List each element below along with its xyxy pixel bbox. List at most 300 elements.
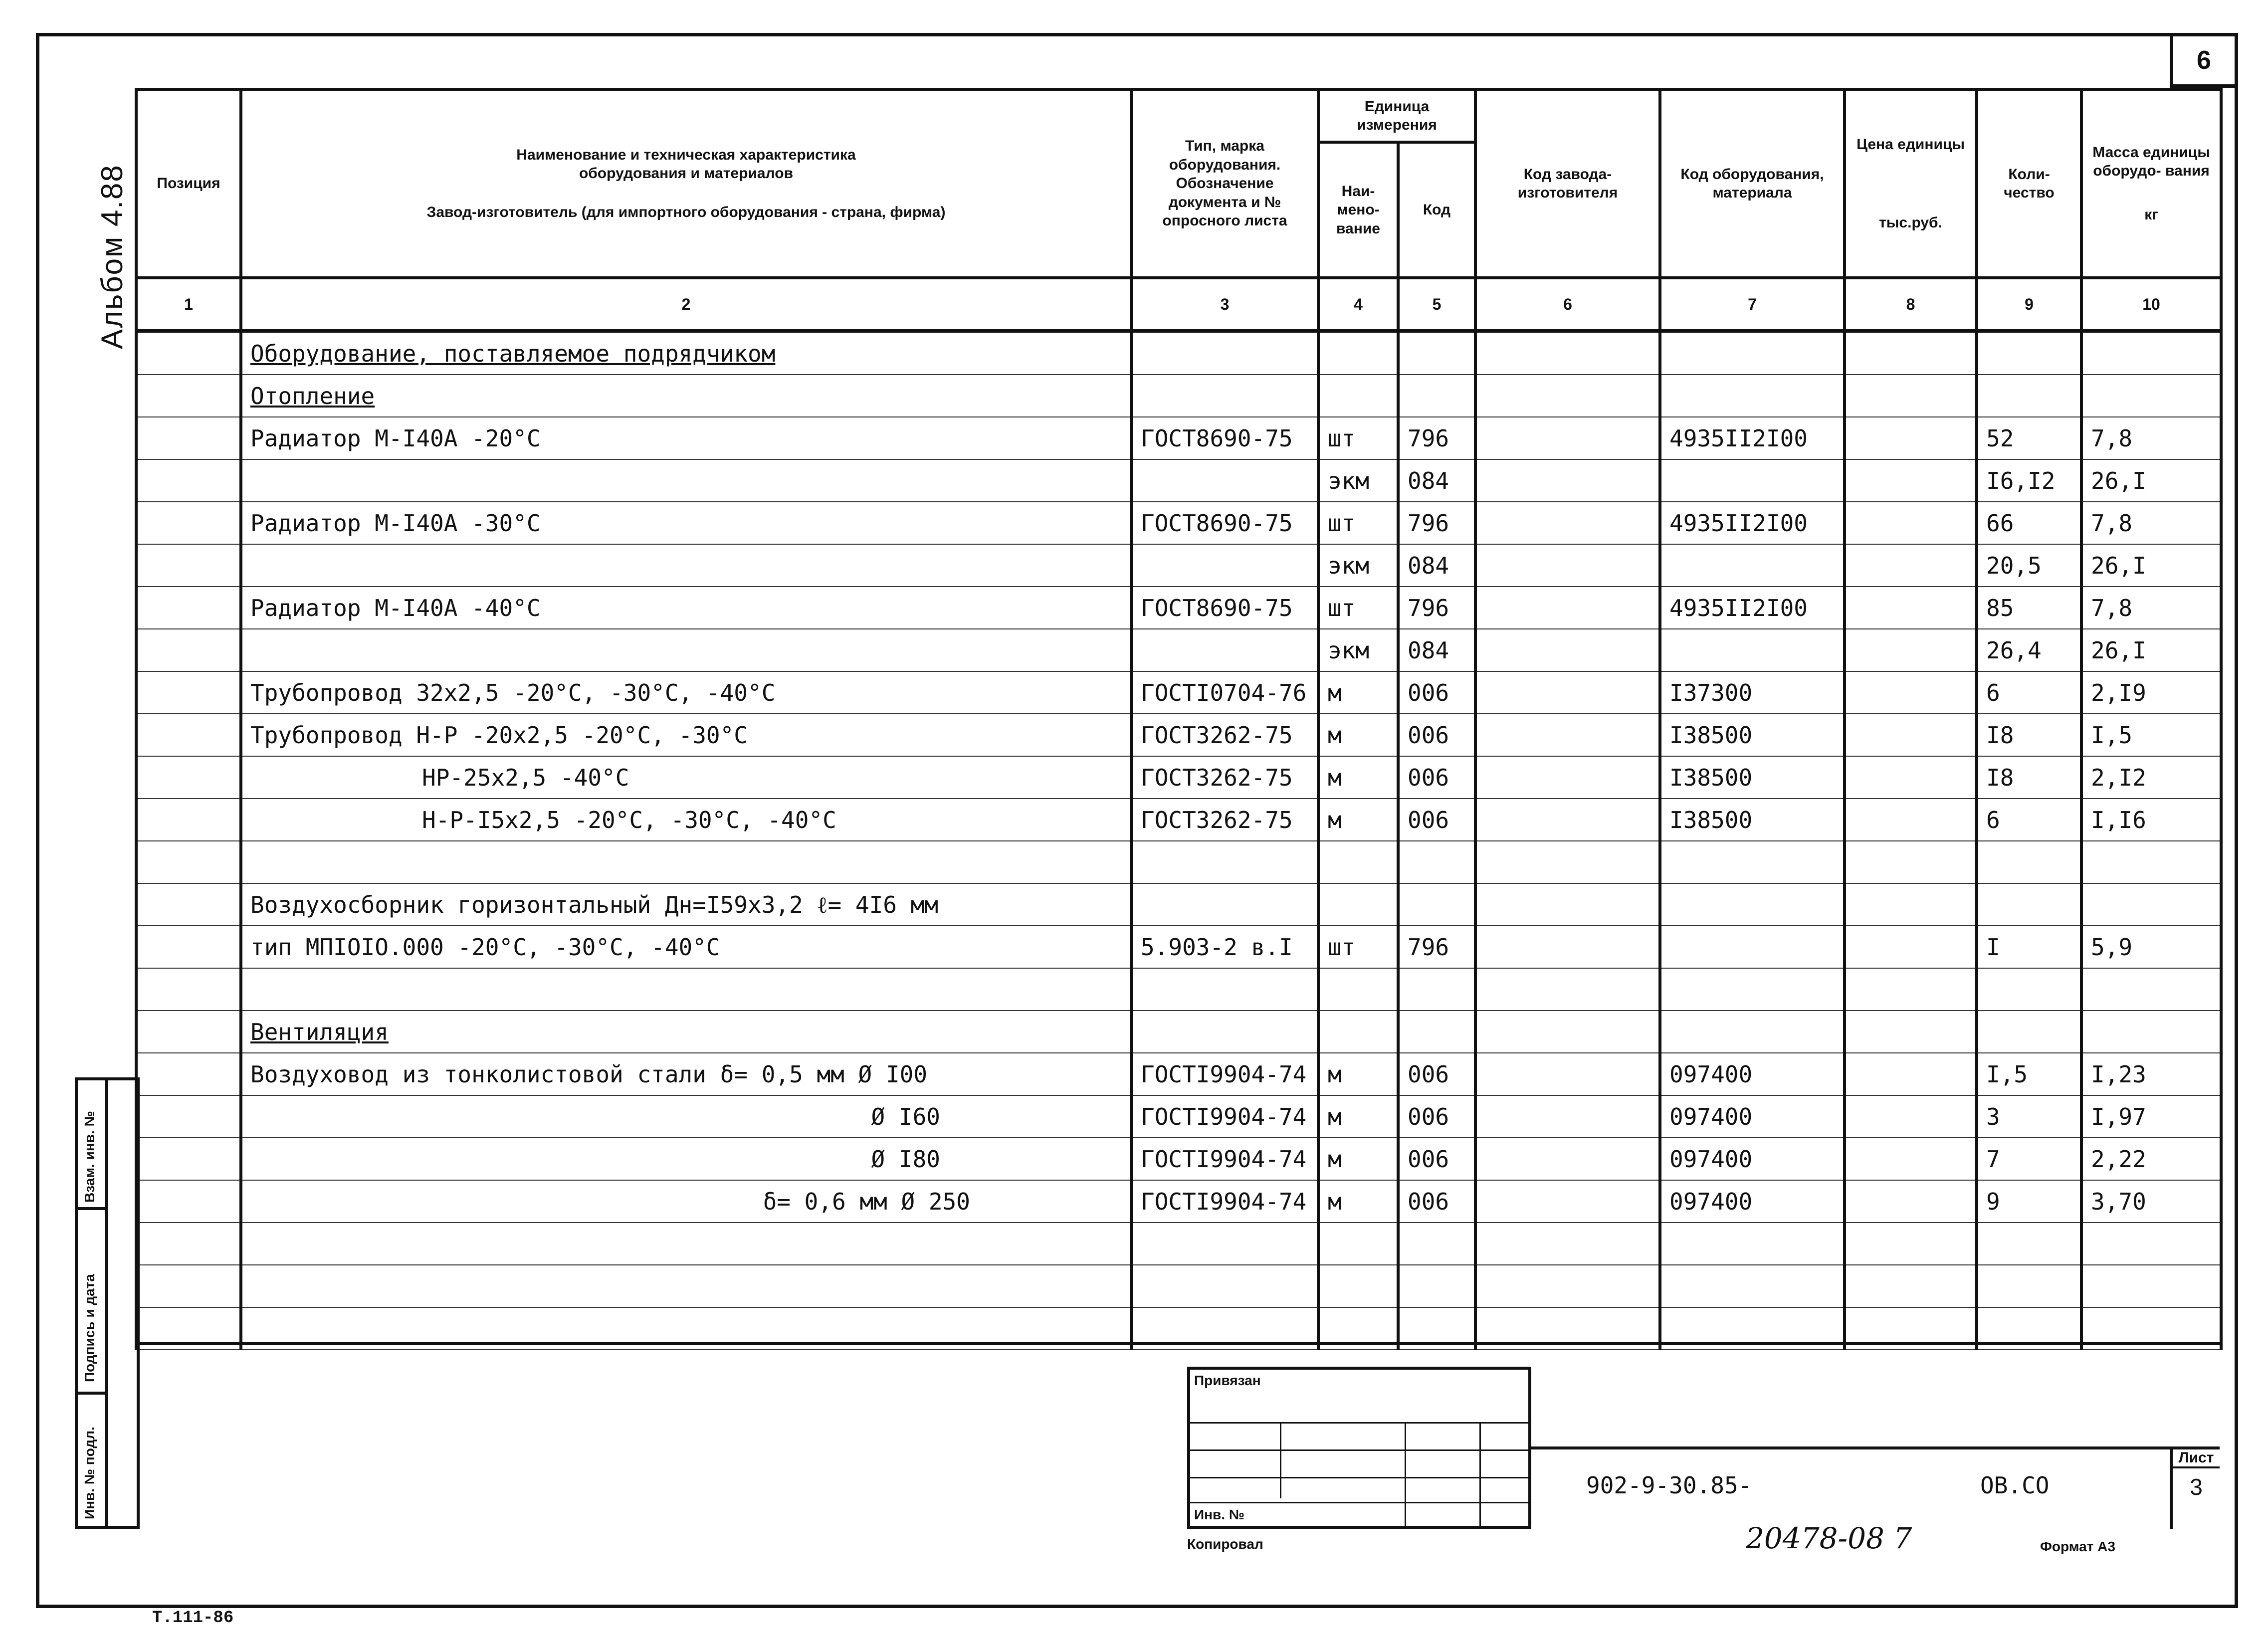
unit-name-cell [1318,375,1398,417]
unit-code-cell [1398,968,1475,1011]
item-name-cell: Радиатор М-I40А -20°С [241,417,1131,459]
unit-name-cell: м [1318,756,1398,799]
table-row [136,968,2221,1011]
price-cell [1845,671,1977,714]
unit-name-cell: экм [1318,544,1398,587]
mass-cell: 26,I [2081,544,2221,587]
factory-code-cell [1475,1265,1660,1307]
mass-cell [2081,375,2221,417]
unit-code-cell [1398,1223,1475,1265]
type-cell: ГОСТ8690-75 [1131,587,1318,629]
table-row [136,841,2221,883]
table-row [136,544,2221,587]
header-factory-code: Код завода- изготовителя [1475,89,1660,278]
type-cell: ГОСТ3262-75 [1131,756,1318,799]
unit-code-cell: 084 [1398,629,1475,671]
position-cell [136,1265,241,1307]
type-cell: ГОСТ3262-75 [1131,799,1318,841]
factory-code-cell [1475,1011,1660,1053]
mass-cell: 3,70 [2081,1180,2221,1223]
unit-name-cell [1318,331,1398,375]
material-code-cell [1660,1223,1845,1265]
position-cell [136,331,241,375]
unit-name-cell: м [1318,1095,1398,1138]
column-number: 5 [1398,278,1475,331]
header-type: Тип, марка оборудования. Обозначение документа и № опросного листа [1131,89,1318,278]
stamp-vline [1479,1422,1481,1526]
price-cell [1845,1223,1977,1265]
list-box [2170,1449,2220,1529]
item-name-cell: Н-Р-I5х2,5 -20°С, -30°С, -40°С [241,799,1131,841]
type-cell [1131,968,1318,1011]
column-number-row [136,278,2221,331]
type-cell: ГОСТ8690-75 [1131,417,1318,459]
table-row [136,671,2221,714]
unit-code-cell: 006 [1398,1095,1475,1138]
table-row [136,799,2221,841]
item-name-cell [241,544,1131,587]
side-stamp [75,1077,140,1529]
header-name-line2: оборудования и материалов [579,165,794,182]
item-name-cell: Трубопровод 32х2,5 -20°С, -30°С, -40°С [241,671,1131,714]
table-row [136,1180,2221,1223]
position-cell [136,1180,241,1223]
type-cell [1131,1265,1318,1307]
factory-code-cell [1475,587,1660,629]
position-cell [136,756,241,799]
item-name-cell: НР-25х2,5 -40°С [241,756,1131,799]
position-cell [136,1138,241,1180]
item-name-cell: тип МПIOIO.000 -20°С, -30°С, -40°С [241,926,1131,968]
factory-code-cell [1475,629,1660,671]
unit-name-cell: м [1318,671,1398,714]
price-cell [1845,417,1977,459]
mass-cell [2081,1265,2221,1307]
item-name-cell: Ø I80 [241,1138,1131,1180]
position-cell [136,1095,241,1138]
mass-cell: 5,9 [2081,926,2221,968]
handwritten-number: 20478-08 7 [1746,1521,1912,1555]
unit-code-cell [1398,883,1475,926]
type-cell [1131,331,1318,375]
item-name-cell: Оборудование, поставляемое подрядчиком [241,331,1131,375]
table-row [136,1223,2221,1265]
price-cell [1845,544,1977,587]
header-name-line3: Завод-изготовитель (для импортного оборудования - страна, фирма) [426,204,946,220]
unit-name-cell [1318,841,1398,883]
material-code-cell: 097400 [1660,1095,1845,1138]
mass-cell [2081,331,2221,375]
price-cell [1845,587,1977,629]
mass-cell: 2,I2 [2081,756,2221,799]
unit-code-cell [1398,1265,1475,1307]
item-name-cell: Отопление [241,375,1131,417]
mass-cell: 7,8 [2081,502,2221,544]
unit-code-cell: 084 [1398,544,1475,587]
binding-stamp [1187,1367,1531,1529]
material-code-cell [1660,375,1845,417]
position-cell [136,926,241,968]
item-name-cell: Вентиляция [241,1011,1131,1053]
unit-code-cell: 084 [1398,459,1475,502]
price-cell [1845,1053,1977,1095]
quantity-cell: 26,4 [1977,629,2081,671]
material-code-cell: 4935II2I00 [1660,417,1845,459]
type-cell [1131,1011,1318,1053]
header-mass [2081,89,2221,278]
item-name-cell: δ= 0,6 мм Ø 250 [241,1180,1131,1223]
quantity-cell: 7 [1977,1138,2081,1180]
stamp-vline [1405,1422,1406,1526]
factory-code-cell [1475,544,1660,587]
column-number: 10 [2081,278,2221,331]
material-code-cell [1660,459,1845,502]
material-code-cell [1660,968,1845,1011]
mass-cell: 26,I [2081,459,2221,502]
unit-code-cell: 006 [1398,1180,1475,1223]
quantity-cell: 9 [1977,1180,2081,1223]
item-name-cell [241,1223,1131,1265]
unit-name-cell: шт [1318,502,1398,544]
stamp-line [1190,1422,1528,1424]
item-name-cell: Радиатор М-I40А -30°С [241,502,1131,544]
table-row [136,502,2221,544]
price-cell [1845,502,1977,544]
type-cell [1131,1223,1318,1265]
type-cell: ГОСТI0704-76 [1131,671,1318,714]
item-name-cell [241,629,1131,671]
header-unit-code: Код [1398,142,1475,278]
quantity-cell: 20,5 [1977,544,2081,587]
unit-code-cell: 796 [1398,926,1475,968]
quantity-cell [1977,883,2081,926]
factory-code-cell [1475,1223,1660,1265]
item-name-cell: Трубопровод Н-Р -20х2,5 -20°С, -30°С [241,714,1131,756]
mass-cell: I,5 [2081,714,2221,756]
position-cell [136,968,241,1011]
factory-code-cell [1475,841,1660,883]
side-label-inv: Инв. № подл. [82,1427,97,1519]
type-cell: 5.903-2 в.I [1131,926,1318,968]
table-row [136,1095,2221,1138]
table-row [136,459,2221,502]
unit-name-cell [1318,1223,1398,1265]
type-cell: ГОСТ8690-75 [1131,502,1318,544]
mass-cell: I,23 [2081,1053,2221,1095]
quantity-cell: I,5 [1977,1053,2081,1095]
price-cell [1845,1138,1977,1180]
mass-cell: I,I6 [2081,799,2221,841]
material-code-cell: I38500 [1660,799,1845,841]
type-cell: ГОСТI9904-74 [1131,1138,1318,1180]
factory-code-cell [1475,331,1660,375]
mass-cell: I,97 [2081,1095,2221,1138]
item-name-cell [241,968,1131,1011]
position-cell [136,544,241,587]
table-row [136,1138,2221,1180]
position-cell [136,1053,241,1095]
type-cell: ГОСТI9904-74 [1131,1053,1318,1095]
price-cell [1845,1095,1977,1138]
item-name-cell [241,459,1131,502]
stamp-privyazan: Привязан [1194,1373,1261,1388]
unit-name-cell [1318,1265,1398,1307]
factory-code-cell [1475,1138,1660,1180]
item-name-cell [241,841,1131,883]
table-row [136,331,2221,375]
unit-code-cell: 006 [1398,1053,1475,1095]
quantity-cell [1977,841,2081,883]
table-row [136,714,2221,756]
unit-name-cell [1318,968,1398,1011]
table-row [136,926,2221,968]
list-label: Лист [2173,1449,2220,1468]
price-cell [1845,629,1977,671]
price-cell [1845,375,1977,417]
quantity-cell: I [1977,926,2081,968]
column-number: 9 [1977,278,2081,331]
header-name-line1: Наименование и техническая характеристика [516,146,856,163]
side-label-vzam: Взам. инв. № [82,1111,97,1203]
mass-cell: 7,8 [2081,587,2221,629]
unit-name-cell: м [1318,799,1398,841]
unit-name-cell: м [1318,1053,1398,1095]
position-cell [136,1223,241,1265]
unit-name-cell: м [1318,1138,1398,1180]
quantity-cell [1977,1265,2081,1307]
mass-cell [2081,1011,2221,1053]
factory-code-cell [1475,926,1660,968]
form-code: Т.111-86 [152,1609,234,1628]
price-cell [1845,1180,1977,1223]
quantity-cell: 66 [1977,502,2081,544]
unit-code-cell: 006 [1398,1138,1475,1180]
price-cell [1845,756,1977,799]
price-cell [1845,968,1977,1011]
unit-code-cell: 796 [1398,417,1475,459]
item-name-cell: Воздуховод из тонколистовой стали δ= 0,5 мм Ø I00 [241,1053,1131,1095]
position-cell [136,375,241,417]
material-code-cell: 097400 [1660,1053,1845,1095]
unit-name-cell [1318,1011,1398,1053]
factory-code-cell [1475,502,1660,544]
header-name [241,89,1131,278]
table-row [136,1265,2221,1307]
unit-name-cell: шт [1318,417,1398,459]
column-number: 6 [1475,278,1660,331]
unit-code-cell [1398,331,1475,375]
price-cell [1845,926,1977,968]
position-cell [136,587,241,629]
price-cell [1845,841,1977,883]
quantity-cell: I8 [1977,756,2081,799]
album-label: Альбом 4.88 [95,164,129,349]
type-cell: ГОСТI9904-74 [1131,1180,1318,1223]
position-cell [136,841,241,883]
position-cell [136,714,241,756]
material-code-cell: 4935II2I00 [1660,502,1845,544]
unit-name-cell [1318,883,1398,926]
factory-code-cell [1475,417,1660,459]
material-code-cell [1660,331,1845,375]
doc-mark: ОВ.СО [1980,1472,2050,1499]
header-unit-group: Единица измерения [1318,89,1475,142]
material-code-cell: I38500 [1660,756,1845,799]
price-cell [1845,331,1977,375]
header-price-unit: тыс.руб. [1879,214,1942,231]
unit-name-cell: экм [1318,629,1398,671]
type-cell: ГОСТI9904-74 [1131,1095,1318,1138]
mass-cell: 7,8 [2081,417,2221,459]
header-mass-label: Масса единицы оборудо- вания [2092,144,2210,180]
specification-table [135,88,2223,1350]
unit-code-cell: 006 [1398,671,1475,714]
kopiroval-label: Копировал [1187,1536,1263,1552]
price-cell [1845,799,1977,841]
type-cell: ГОСТ3262-75 [1131,714,1318,756]
table-row [136,629,2221,671]
price-cell [1845,1265,1977,1307]
position-cell [136,883,241,926]
quantity-cell [1977,968,2081,1011]
material-code-cell [1660,926,1845,968]
item-name-cell: Радиатор М-I40А -40°С [241,587,1131,629]
material-code-cell [1660,544,1845,587]
side-label-podpis: Подпись и дата [82,1274,97,1382]
item-name-cell: Ø I60 [241,1095,1131,1138]
quantity-cell [1977,1011,2081,1053]
price-cell [1845,1011,1977,1053]
side-stamp-divider [105,1080,108,1526]
side-cell-inv [78,1395,105,1527]
quantity-cell: 85 [1977,587,2081,629]
position-cell [136,417,241,459]
page-number: 6 [2170,33,2238,88]
material-code-cell [1660,883,1845,926]
material-code-cell: 097400 [1660,1180,1845,1223]
type-cell [1131,375,1318,417]
unit-code-cell [1398,1011,1475,1053]
unit-code-cell: 006 [1398,799,1475,841]
table-row [136,417,2221,459]
mass-cell [2081,968,2221,1011]
header-position: Позиция [136,89,241,278]
material-code-cell: I37300 [1660,671,1845,714]
mass-cell [2081,841,2221,883]
price-cell [1845,883,1977,926]
position-cell [136,1011,241,1053]
side-cell-vzam [78,1080,105,1210]
mass-cell [2081,883,2221,926]
factory-code-cell [1475,671,1660,714]
header-row [136,89,2221,142]
material-code-cell [1660,629,1845,671]
factory-code-cell [1475,1053,1660,1095]
item-name-cell [241,1265,1131,1307]
quantity-cell: I6,I2 [1977,459,2081,502]
stamp-vline [1280,1422,1281,1498]
factory-code-cell [1475,714,1660,756]
column-number: 2 [241,278,1131,331]
mass-cell: 26,I [2081,629,2221,671]
unit-code-cell: 006 [1398,756,1475,799]
quantity-cell: I8 [1977,714,2081,756]
position-cell [136,459,241,502]
unit-code-cell: 796 [1398,587,1475,629]
factory-code-cell [1475,756,1660,799]
position-cell [136,629,241,671]
column-number: 4 [1318,278,1398,331]
stamp-line [1190,1449,1528,1451]
factory-code-cell [1475,1180,1660,1223]
factory-code-cell [1475,883,1660,926]
material-code-cell: I38500 [1660,714,1845,756]
unit-code-cell [1398,375,1475,417]
table-row [136,1011,2221,1053]
stamp-inv-no: Инв. № [1194,1507,1245,1522]
factory-code-cell [1475,799,1660,841]
item-name-cell: Воздухосборник горизонтальный Дн=I59х3,2 ℓ= 4I6 мм [241,883,1131,926]
column-number: 3 [1131,278,1318,331]
column-number: 8 [1845,278,1977,331]
material-code-cell: 097400 [1660,1138,1845,1180]
unit-name-cell: шт [1318,587,1398,629]
mass-cell: 2,22 [2081,1138,2221,1180]
position-cell [136,799,241,841]
quantity-cell: 6 [1977,671,2081,714]
unit-name-cell: м [1318,1180,1398,1223]
table-row [136,1053,2221,1095]
column-number: 1 [136,278,241,331]
quantity-cell [1977,375,2081,417]
header-unit-name: Наи- мено- вание [1318,142,1398,278]
header-material-code: Код оборудования, материала [1660,89,1845,278]
unit-name-cell: экм [1318,459,1398,502]
factory-code-cell [1475,1095,1660,1138]
mass-cell [2081,1223,2221,1265]
quantity-cell [1977,1223,2081,1265]
header-mass-unit: кг [2144,206,2158,223]
table-row [136,883,2221,926]
list-number: 3 [2190,1474,2203,1500]
material-code-cell: 4935II2I00 [1660,587,1845,629]
unit-code-cell: 006 [1398,714,1475,756]
factory-code-cell [1475,459,1660,502]
material-code-cell [1660,841,1845,883]
material-code-cell [1660,1265,1845,1307]
type-cell [1131,459,1318,502]
quantity-cell [1977,331,2081,375]
material-code-cell [1660,1011,1845,1053]
table-row [136,587,2221,629]
stamp-line [1190,1477,1528,1478]
unit-name-cell: шт [1318,926,1398,968]
type-cell [1131,544,1318,587]
price-cell [1845,459,1977,502]
table-row [136,756,2221,799]
table-row [136,375,2221,417]
factory-code-cell [1475,968,1660,1011]
position-cell [136,671,241,714]
doc-code: 902-9-30.85- [1586,1472,1752,1499]
mass-cell: 2,I9 [2081,671,2221,714]
quantity-cell: 3 [1977,1095,2081,1138]
unit-code-cell: 796 [1398,502,1475,544]
factory-code-cell [1475,375,1660,417]
column-number: 7 [1660,278,1845,331]
price-cell [1845,714,1977,756]
quantity-cell: 6 [1977,799,2081,841]
